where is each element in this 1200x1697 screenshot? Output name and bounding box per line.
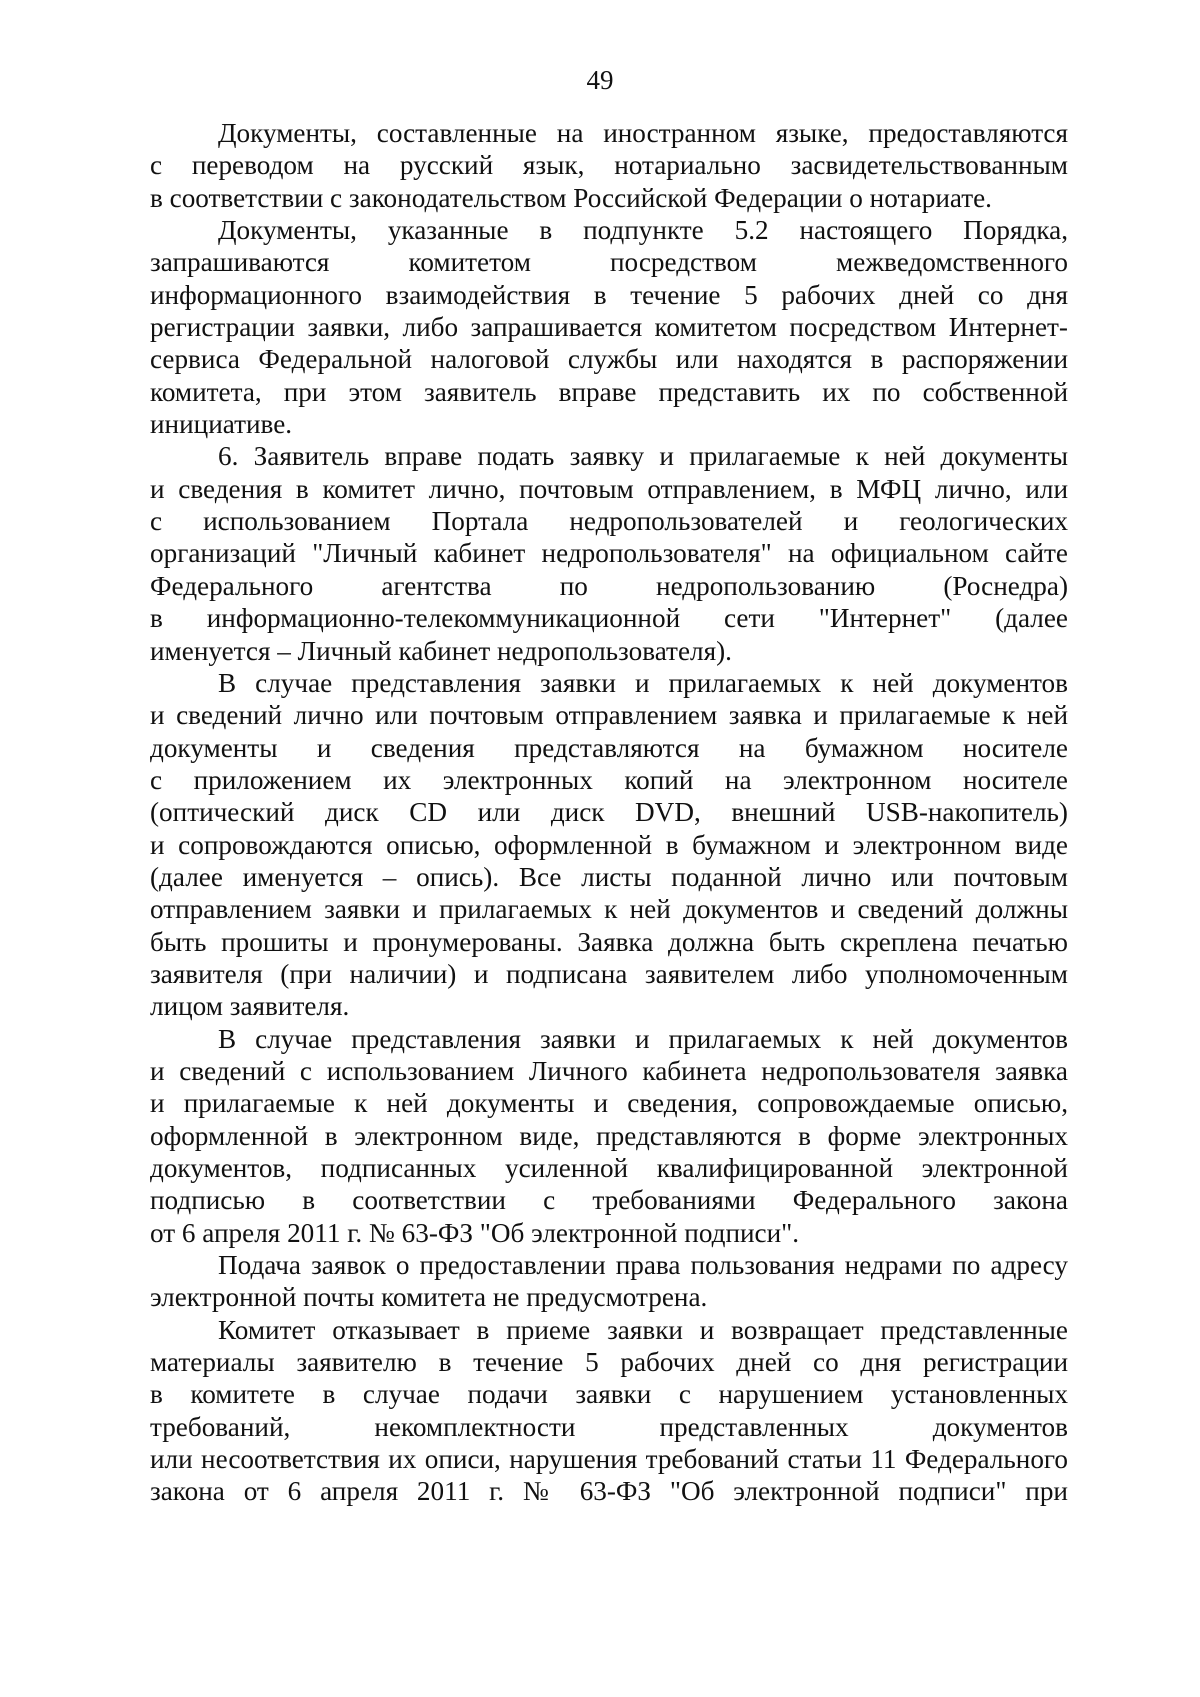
text-line: Федерального агентства по недропользованию (Роснедра) — [150, 570, 1068, 601]
text-line: от 6 апреля 2011 г. № 63-ФЗ "Об электронной подписи". — [150, 1217, 800, 1248]
text-line: Документы, указанные в подпункте 5.2 настоящего Порядка, — [218, 215, 1068, 246]
text-line: и сведения в комитет лично, почтовым отправлением, в МФЦ лично, или — [150, 473, 1068, 504]
text-line: в информационно-телекоммуникационной сети "Интернет" (далее — [150, 603, 1068, 634]
text-line: информационного взаимодействия в течение 5 рабочих дней со дня — [150, 279, 1068, 310]
text-line: регистрации заявки, либо запрашивается комитетом посредством Интернет- — [150, 312, 1068, 343]
text-line: в комитете в случае подачи заявки с нарушением установленных — [150, 1379, 1068, 1410]
text-line: оформленной в электронном виде, представляются в форме электронных — [150, 1120, 1068, 1151]
paragraph-requested-documents — [150, 214, 1068, 440]
text-line: в соответствии с законодательством Российской Федерации о нотариате. — [150, 182, 992, 213]
text-line: лицом заявителя. — [150, 991, 350, 1022]
paragraph-foreign-documents — [150, 117, 1068, 214]
text-line: (далее именуется – опись). Все листы поданной лично или почтовым — [150, 861, 1068, 892]
text-line: запрашиваются комитетом посредством межведомственного — [150, 247, 1068, 278]
text-line: сервиса Федеральной налоговой службы или находятся в распоряжении — [150, 344, 1068, 375]
text-line: и сопровождаются описью, оформленной в бумажном и электронном виде — [150, 829, 1068, 860]
text-line: и сведений лично или почтовым отправлением заявка и прилагаемые к ней — [150, 700, 1068, 731]
text-line: материалы заявителю в течение 5 рабочих дней со дня регистрации — [150, 1347, 1068, 1378]
text-line: подписью в соответствии с требованиями Федерального закона — [150, 1185, 1068, 1216]
text-line: быть прошиты и пронумерованы. Заявка должна быть скреплена печатью — [150, 926, 1068, 957]
text-line: документов, подписанных усиленной квалифицированной электронной — [150, 1153, 1068, 1183]
text-line: В случае представления заявки и прилагаемых к ней документов — [218, 1023, 1068, 1054]
text-line: Комитет отказывает в приеме заявки и возвращает представленные — [218, 1314, 1068, 1345]
text-line: инициативе. — [150, 409, 293, 440]
text-line: Документы, составленные на иностранном языке, предоставляются — [218, 118, 1068, 148]
text-line: 6. Заявитель вправе подать заявку и прилагаемые к ней документы — [218, 441, 1068, 472]
paragraph-item-6 — [150, 440, 1068, 666]
text-line: заявителя (при наличии) и подписана заявителем либо уполномоченным — [150, 958, 1068, 989]
text-line: с приложением их электронных копий на электронном носителе — [150, 764, 1068, 795]
text-line: именуется – Личный кабинет недропользователя). — [150, 635, 732, 666]
text-line: (оптический диск CD или диск DVD, внешний USB-накопитель) — [150, 797, 1068, 828]
text-line: с переводом на русский язык, нотариально засвидетельствованным — [150, 150, 1068, 181]
text-line: В случае представления заявки и прилагаемых к ней документов — [218, 667, 1068, 698]
text-line: закона от 6 апреля 2011 г. № 63-ФЗ "Об электронной подписи" при — [150, 1476, 1068, 1507]
page-number: 49 — [586, 65, 614, 95]
text-line: требований, некомплектности представленных документов — [150, 1411, 1068, 1442]
text-line: электронной почты комитета не предусмотрена. — [150, 1282, 708, 1313]
paragraph-paper-submission — [150, 667, 1068, 1023]
text-line: организаций "Личный кабинет недропользователя" на официальном сайте — [150, 538, 1068, 569]
text-line: или несоответствия их описи, нарушения требований статьи 11 Федерального — [150, 1444, 1068, 1475]
document-body — [150, 117, 1068, 1508]
text-line: Подача заявок о предоставлении права пользования недрами по адресу — [218, 1250, 1068, 1281]
text-line: и сведений с использованием Личного кабинета недропользователя заявка — [150, 1055, 1068, 1086]
text-line: и прилагаемые к ней документы и сведения, сопровождаемые описью, — [150, 1088, 1068, 1119]
text-line: с использованием Портала недропользователей и геологических — [150, 506, 1068, 537]
text-line: комитета, при этом заявитель вправе представить их по собственной — [150, 376, 1068, 407]
paragraph-refusal — [150, 1314, 1068, 1508]
paragraph-electronic-submission — [150, 1023, 1068, 1249]
text-line: отправлением заявки и прилагаемых к ней документов и сведений должны — [150, 894, 1068, 925]
text-line: документы и сведения представляются на бумажном носителе — [150, 732, 1068, 763]
paragraph-email-not-allowed — [150, 1249, 1068, 1314]
